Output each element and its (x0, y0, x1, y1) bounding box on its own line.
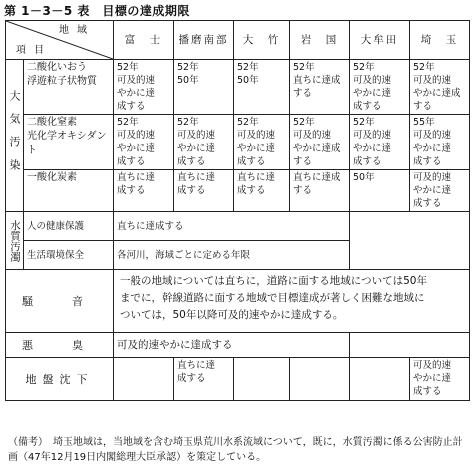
odor-empty-cell (350, 333, 470, 358)
pollutant-spm: 浮遊粒子状物質 (27, 76, 97, 87)
water-living-label: 生活環境保全 (24, 241, 114, 270)
col-fuji: 富 士 (114, 21, 174, 60)
water-health-label: 人の健康保護 (24, 212, 114, 241)
odor-row (6, 333, 470, 358)
cell-omuta: 52年 可及的速 やかに達 成する (350, 60, 410, 115)
table-title: 第 1－3－5 表 目標の達成期限 (4, 4, 190, 18)
pollutant-cell (24, 170, 114, 212)
footnote: （備考） 埼玉地域は，当地域を含む埼玉県荒川水系流域について，既に，水質汚濁に係る公害防止計画（47年12月19日内閣総理大臣承認）を策定している。 (8, 437, 463, 463)
pollutant-co: 一酸化炭素 (27, 172, 77, 183)
cell-iwakuni: 直ちに達成する (290, 170, 350, 212)
air-row-so2 (6, 60, 470, 115)
cell-otake: 52年 可及的速 やかに達 成する (234, 115, 290, 170)
subsidence-row (6, 358, 470, 401)
cell-saitama: 可及的速 やかに達 成する (410, 170, 470, 212)
pollutant-so2: 二酸化いおう (27, 62, 87, 73)
col-omuta: 大牟田 (350, 21, 410, 60)
cell-iwakuni (290, 358, 350, 401)
pollutant-cell (24, 60, 114, 115)
cell-omuta: 52年 可及的速 やかに達 成する (350, 115, 410, 170)
target-deadline-table (5, 20, 470, 401)
cell-otake: 直ちに達 成する (234, 170, 290, 212)
cell-fuji: 52年 可及的速 やかに達 成する (114, 60, 174, 115)
cell-iwakuni: 52年 可及的速 やかに達成する (290, 115, 350, 170)
cell-saitama: 55年 可及的速 やかに達 成する (410, 115, 470, 170)
water-row-health (6, 212, 470, 241)
air-row-co (6, 170, 470, 212)
cell-otake: 52年 50年 (234, 60, 290, 115)
cell-harima: 直ちに達 成する (174, 170, 234, 212)
water-living-text: 各河川，海域ごとに定める年限 (114, 241, 350, 270)
water-health-text: 直ちに達成する (114, 212, 350, 241)
pollutant-no2: 二酸化窒素 (27, 117, 77, 128)
cell-harima: 52年 50年 (174, 60, 234, 115)
noise-label: 騒 音 (6, 270, 114, 333)
corner-item-label: 項目 (16, 45, 52, 56)
cell-iwakuni: 52年 直ちに達成する (290, 60, 350, 115)
water-group-label: 水質汚濁 (6, 212, 24, 270)
subsidence-label: 地盤沈下 (6, 358, 114, 401)
cell-harima: 52年 可及的速 やかに達 成する (174, 115, 234, 170)
col-saitama: 埼 玉 (410, 21, 470, 60)
col-harima: 播磨南部 (174, 21, 234, 60)
odor-label: 悪 臭 (6, 333, 114, 358)
noise-row (6, 270, 470, 333)
col-otake: 大 竹 (234, 21, 290, 60)
cell-saitama: 可及的速 やかに達 成する (410, 358, 470, 401)
noise-text: 一般の地域については直ちに，道路に面する地域については50年 までに，幹線道路に面する地域で目標達成が著しく困難な地域に ついては，50年以降可及的速やかに達成する。 (114, 270, 470, 333)
cell-otake (234, 358, 290, 401)
air-row-no2 (6, 115, 470, 170)
cell-omuta (350, 358, 410, 401)
pollutant-cell (24, 115, 114, 170)
cell-omuta: 50年 (350, 170, 410, 212)
cell-fuji: 直ちに達 成する (114, 170, 174, 212)
cell-fuji (114, 358, 174, 401)
cell-harima: 直ちに達 成する (174, 358, 234, 401)
pollutant-oxidant: 光化学オキシダント (27, 131, 107, 156)
corner-header (6, 21, 114, 60)
odor-text: 可及的速やかに達成する (114, 333, 350, 358)
col-iwakuni: 岩 国 (290, 21, 350, 60)
header-row (6, 21, 470, 60)
air-group-label: 大気汚染 (6, 60, 24, 212)
cell-saitama: 52年 可及的速 やかに達成する (410, 60, 470, 115)
corner-region-label: 地域 (59, 25, 95, 36)
water-empty-cell (350, 212, 470, 270)
cell-fuji: 52年 可及的速 やかに達 成する (114, 115, 174, 170)
